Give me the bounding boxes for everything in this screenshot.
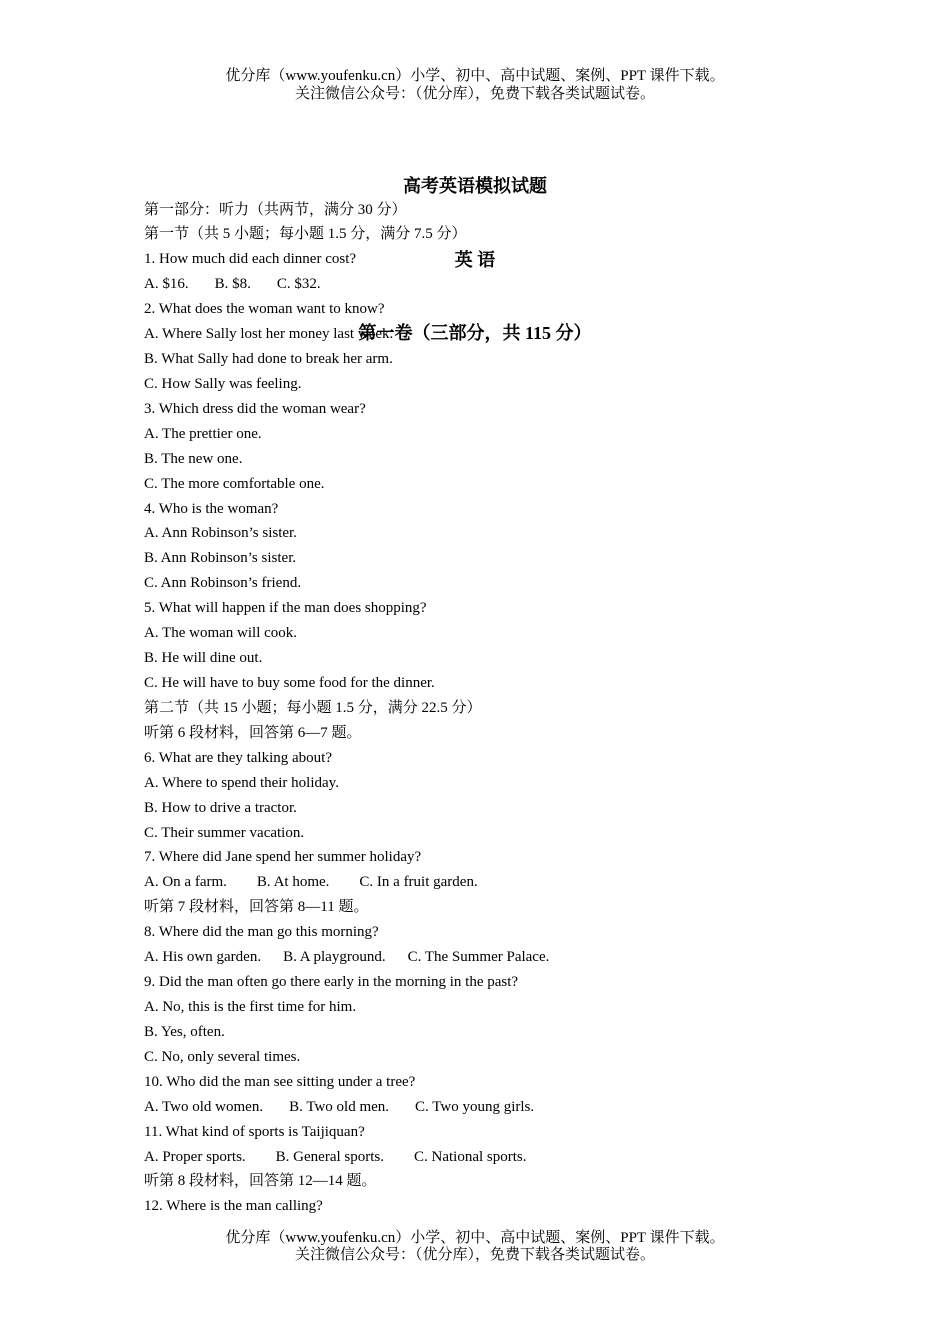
question-stem: 9. Did the man often go there early in the morning in the past?	[144, 974, 519, 991]
option: B. At home.	[256, 874, 330, 891]
option: B. The new one.	[144, 450, 243, 467]
section-heading: 第二节（共 15 小题；每小题 1.5 分，满分 22.5 分）	[144, 699, 482, 716]
option: A. Where Sally lost her money last week.	[144, 326, 394, 343]
question	[144, 596, 924, 696]
question	[144, 746, 924, 846]
question	[144, 1194, 924, 1219]
option: A. Ann Robinson’s sister.	[144, 525, 297, 542]
question-stem: 12. Where is the man calling?	[144, 1198, 323, 1215]
part-heading: 第一部分：听力（共两节，满分 30 分）	[144, 201, 407, 218]
question	[144, 845, 924, 895]
option: B. What Sally had done to break her arm.	[144, 351, 393, 368]
options-row	[144, 1145, 924, 1170]
exam-volume: 第一卷（三部分，共 115 分）	[358, 323, 592, 343]
question	[144, 970, 924, 1070]
option: C. $32.	[276, 276, 321, 293]
header-line-2: 关注微信公众号：（优分库），免费下载各类试题试卷。	[294, 86, 655, 102]
options-row	[144, 1095, 924, 1120]
header-line-1: 优分库（www.youfenku.cn）小学、初中、高中试题、案例、PPT 课件下载。	[225, 68, 725, 84]
question	[144, 297, 924, 397]
option: C. In a fruit garden.	[359, 874, 478, 891]
option: C. The more comfortable one.	[144, 475, 325, 492]
question	[144, 397, 924, 497]
option: A. No, this is the first time for him.	[144, 999, 357, 1015]
page-footer	[0, 1230, 950, 1264]
exam-body	[144, 198, 924, 1220]
footer-line-2: 关注微信公众号：（优分库），免费下载各类试题试卷。	[294, 1247, 655, 1263]
option: A. His own garden.	[144, 949, 262, 966]
question	[144, 1070, 924, 1120]
question-stem: 1. How much did each dinner cost?	[144, 251, 357, 268]
question-stem: 5. What will happen if the man does shopping?	[144, 600, 427, 617]
option: B. $8.	[214, 276, 251, 293]
option: C. He will have to buy some food for the dinner.	[144, 675, 435, 692]
option: B. A playground.	[283, 949, 386, 966]
question-stem: 6. What are they talking about?	[144, 749, 332, 766]
question	[144, 920, 924, 970]
option: A. On a farm.	[144, 874, 227, 891]
listening-instruction: 听第 8 段材料，回答第 12—14 题。	[144, 1173, 377, 1190]
question	[144, 497, 924, 597]
option: C. How Sally was feeling.	[144, 375, 302, 392]
option: C. Two young girls.	[415, 1098, 535, 1115]
option: C. The Summer Palace.	[407, 949, 550, 966]
options-row	[144, 272, 924, 297]
page-header	[0, 67, 950, 103]
question-stem: 2. What does the woman want to know?	[144, 301, 385, 318]
option: C. Their summer vacation.	[144, 824, 305, 841]
options-row	[144, 945, 924, 970]
option: B. He will dine out.	[144, 650, 263, 667]
option: B. How to drive a tractor.	[144, 799, 297, 816]
option: B. Two old men.	[289, 1098, 390, 1115]
option: A. $16.	[144, 276, 189, 293]
exam-title: 高考英语模拟试题	[403, 176, 547, 196]
question	[144, 1120, 924, 1170]
question-stem: 7. Where did Jane spend her summer holiday?	[144, 849, 422, 866]
question-stem: 3. Which dress did the woman wear?	[144, 400, 366, 417]
option: A. Where to spend their holiday.	[144, 774, 339, 791]
listening-instruction: 听第 7 段材料，回答第 8—11 题。	[144, 899, 369, 916]
question	[144, 247, 924, 297]
option: A. The prettier one.	[144, 425, 262, 442]
option: A. Two old women.	[144, 1098, 264, 1115]
option: B. Yes, often.	[144, 1023, 225, 1040]
option: B. Ann Robinson’s sister.	[144, 550, 297, 567]
option: C. No, only several times.	[144, 1048, 301, 1065]
option: C. National sports.	[413, 1148, 527, 1165]
options-row	[144, 870, 924, 895]
option: A. Proper sports.	[144, 1148, 246, 1165]
listening-instruction: 听第 6 段材料，回答第 6—7 题。	[144, 724, 362, 741]
option: C. Ann Robinson’s friend.	[144, 575, 302, 592]
exam-subject: 英 语	[454, 249, 496, 270]
section-heading: 第一节（共 5 小题；每小题 1.5 分，满分 7.5 分）	[144, 226, 467, 243]
question-stem: 10. Who did the man see sitting under a tree?	[144, 1073, 416, 1090]
footer-line-1: 优分库（www.youfenku.cn）小学、初中、高中试题、案例、PPT 课件下载。	[225, 1230, 725, 1246]
question-stem: 11. What kind of sports is Taijiquan?	[144, 1123, 365, 1140]
question-stem: 4. Who is the woman?	[144, 500, 279, 517]
option: B. General sports.	[275, 1148, 384, 1165]
question-stem: 8. Where did the man go this morning?	[144, 924, 379, 941]
option: A. The woman will cook.	[144, 625, 298, 642]
